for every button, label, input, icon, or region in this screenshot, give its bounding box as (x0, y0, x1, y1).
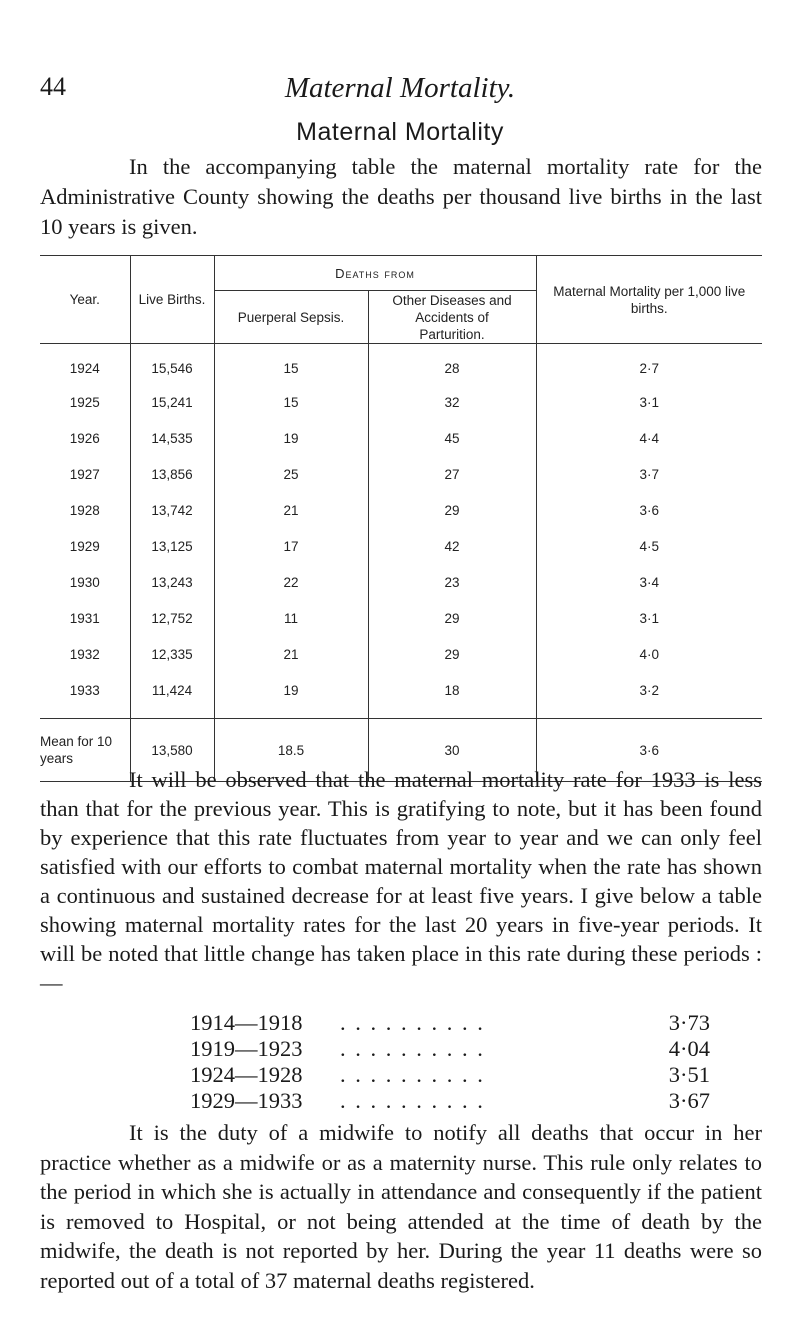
cell-births: 12,752 (130, 600, 214, 636)
period-row (190, 1088, 710, 1114)
table-row (40, 492, 762, 528)
period-dots: . . . . . . . . . . (340, 1062, 485, 1087)
body-paragraph-block (40, 765, 762, 997)
header-other-diseases: Other Diseases and Accidents of Parturition. (368, 291, 536, 344)
cell-rate: 4·0 (536, 636, 762, 672)
period-label: 1919—1923 (190, 1036, 303, 1061)
cell-rate: 3·6 (536, 492, 762, 528)
cell-rate: 3·4 (536, 564, 762, 600)
cell-sepsis: 19 (214, 420, 368, 456)
header-year: Year. (40, 256, 130, 344)
cell-rate: 3·2 (536, 672, 762, 708)
mean-sepsis: 18.5 (214, 719, 368, 782)
cell-births: 15,241 (130, 384, 214, 420)
cell-sepsis: 17 (214, 528, 368, 564)
cell-rate: 2·7 (536, 344, 762, 385)
table-row (40, 636, 762, 672)
cell-rate: 3·7 (536, 456, 762, 492)
cell-other: 29 (368, 492, 536, 528)
period-row (190, 1062, 710, 1088)
period-label: 1914—1918 (190, 1010, 303, 1035)
period-value: 3·51 (668, 1062, 710, 1087)
cell-sepsis: 15 (214, 344, 368, 385)
cell-other: 29 (368, 600, 536, 636)
table-row (40, 600, 762, 636)
cell-births: 12,335 (130, 636, 214, 672)
header-puerperal-sepsis: Puerperal Sepsis. (214, 291, 368, 344)
mean-rate: 3·6 (536, 719, 762, 782)
cell-sepsis: 21 (214, 636, 368, 672)
cell-births: 13,125 (130, 528, 214, 564)
cell-other: 45 (368, 420, 536, 456)
intro-paragraph: In the accompanying table the maternal mortality rate for the Administrative County showing the deaths per thousand live births in the last 10 years is given. (40, 154, 762, 239)
five-year-period-list (190, 1010, 710, 1114)
cell-other: 27 (368, 456, 536, 492)
table-row (40, 384, 762, 420)
table-row (40, 528, 762, 564)
period-row (190, 1010, 710, 1036)
period-dots: . . . . . . . . . . (340, 1088, 485, 1113)
cell-other: 28 (368, 344, 536, 385)
mean-births: 13,580 (130, 719, 214, 782)
cell-births: 13,856 (130, 456, 214, 492)
table-row (40, 344, 762, 385)
cell-births: 13,243 (130, 564, 214, 600)
page-number: 44 (40, 72, 66, 101)
cell-rate: 3·1 (536, 600, 762, 636)
cell-year: 1926 (69, 430, 100, 446)
table-row (40, 456, 762, 492)
mean-label: Mean for 10 years (40, 719, 130, 782)
cell-other: 18 (368, 672, 536, 708)
cell-year: 1928 (69, 502, 100, 518)
cell-other: 32 (368, 384, 536, 420)
final-paragraph: It is the duty of a midwife to notify all deaths that occur in her practice whether as a midwife or as a maternity nurse. This rule only relates to the period in which she is actually in attendance and consequently if the patient is removed to Hospital, or not being attended at the time of death by the midwife, the death is not reported by her. During the year 11 deaths were so reported out of a total of 37 maternal deaths registered. (40, 1120, 762, 1293)
page-header (40, 72, 760, 112)
cell-sepsis: 21 (214, 492, 368, 528)
body-paragraph: It will be observed that the maternal mortality rate for 1933 is less than that for the previous year. This is gratifying to note, but it has been found by experience that this rate fluctuates from year to year and we can only feel satisfied with our efforts to combat maternal mortality when the rate has shown a continuous and sustained decrease for at least five years. I give below a table showing maternal mortality rates for the last 20 years in five-year periods. It will be noted that little change has taken place in this rate during these periods :— (40, 767, 762, 995)
cell-sepsis: 15 (214, 384, 368, 420)
cell-births: 13,742 (130, 492, 214, 528)
mean-other: 30 (368, 719, 536, 782)
header-live-births: Live Births. (130, 256, 214, 344)
cell-sepsis: 22 (214, 564, 368, 600)
cell-births: 14,535 (130, 420, 214, 456)
table-row (40, 564, 762, 600)
cell-other: 29 (368, 636, 536, 672)
cell-year: 1924 (69, 360, 100, 376)
period-value: 4·04 (668, 1036, 710, 1061)
period-dots: . . . . . . . . . . (340, 1036, 485, 1061)
header-maternal-mortality-rate: Maternal Mortality per 1,000 live births. (536, 256, 762, 344)
cell-sepsis: 11 (214, 600, 368, 636)
cell-sepsis: 19 (214, 672, 368, 708)
cell-year: 1930 (69, 574, 100, 590)
period-value: 3·73 (668, 1010, 710, 1035)
cell-rate: 3·1 (536, 384, 762, 420)
cell-other: 23 (368, 564, 536, 600)
table-row (40, 672, 762, 708)
section-title: Maternal Mortality (296, 118, 504, 146)
period-dots: . . . . . . . . . . (340, 1010, 485, 1035)
header-deaths-from: Deaths from (214, 256, 536, 291)
cell-rate: 4·5 (536, 528, 762, 564)
cell-rate: 4·4 (536, 420, 762, 456)
table-row (40, 420, 762, 456)
cell-births: 15,546 (130, 344, 214, 385)
cell-other: 42 (368, 528, 536, 564)
cell-year: 1925 (69, 394, 100, 410)
period-label: 1924—1928 (190, 1062, 303, 1087)
maternal-mortality-table (40, 255, 762, 782)
cell-year: 1929 (69, 538, 100, 554)
cell-births: 11,424 (130, 672, 214, 708)
running-title: Maternal Mortality. (284, 72, 516, 104)
period-label: 1929—1933 (190, 1088, 303, 1113)
cell-year: 1933 (69, 682, 100, 698)
cell-year: 1932 (69, 646, 100, 662)
cell-year: 1927 (69, 466, 100, 482)
cell-year: 1931 (69, 610, 100, 626)
cell-sepsis: 25 (214, 456, 368, 492)
spacer-row (40, 708, 762, 719)
period-row (190, 1036, 710, 1062)
period-value: 3·67 (668, 1088, 710, 1113)
